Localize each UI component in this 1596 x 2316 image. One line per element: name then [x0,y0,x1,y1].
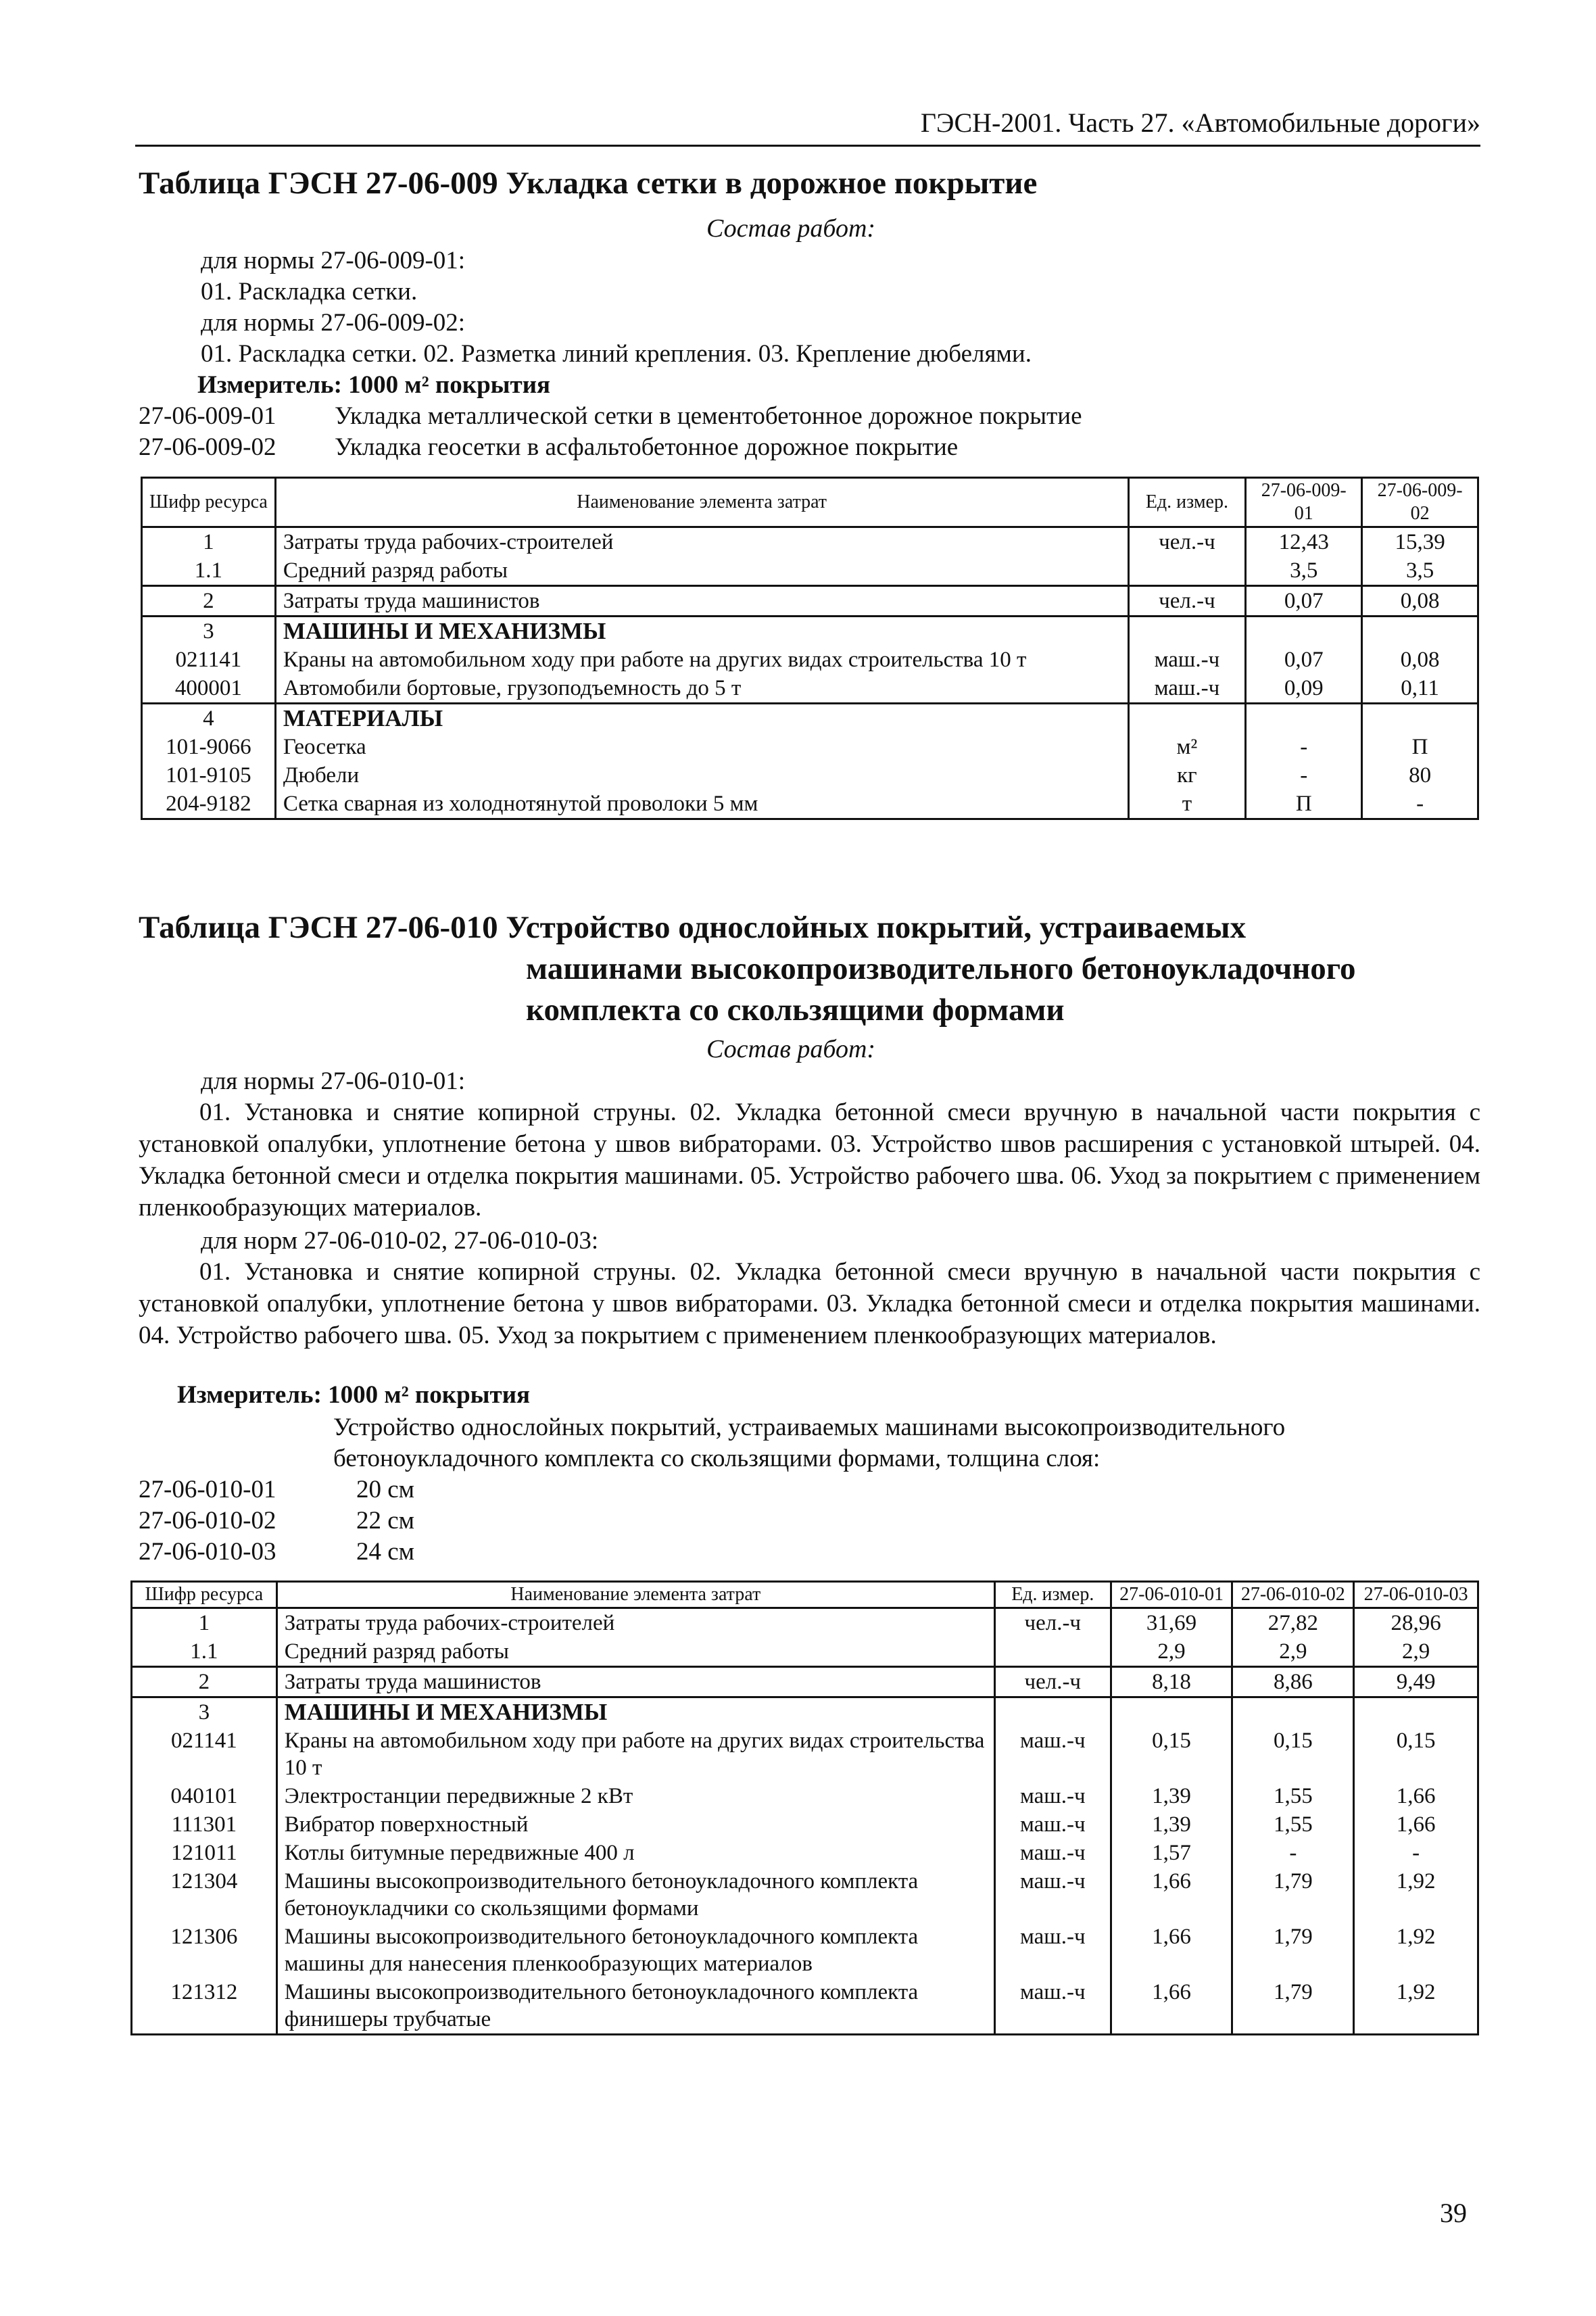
cell-value: 1,55 [1232,1782,1354,1810]
table2-title-line3: комплекта со скользящими формами [526,992,1065,1028]
table2-norm2-label: для норм 27-06-010-02, 27-06-010-03: [201,1227,599,1255]
column-header: 27-06-010-01 [1111,1582,1232,1608]
cell-unit [1128,617,1246,646]
table-row [132,1978,1478,2035]
cell-name: Котлы битумные передвижные 400 л [276,1839,994,1867]
cell-unit: маш.-ч [994,1867,1111,1923]
table-row [132,1923,1478,1978]
cell-name: Затраты труда машинистов [275,586,1128,617]
table2-work-paragraph-2 [139,1256,1480,1351]
table-header-row [132,1582,1478,1608]
column-header: 27-06-009-01 [1246,478,1362,527]
cell-value: - [1232,1839,1354,1867]
cell-name: Электростанции передвижные 2 кВт [276,1782,994,1810]
cell-code: 1 [142,527,276,557]
cell-code: 3 [142,617,276,646]
cell-value: 3,5 [1246,556,1362,586]
column-header: 27-06-010-03 [1354,1582,1478,1608]
cell-unit [1128,704,1246,733]
cell-value: - [1362,790,1478,819]
column-header: Шифр ресурса [132,1582,277,1608]
table-row [132,1839,1478,1867]
cell-name: Автомобили бортовые, грузоподъемность до 5 т [275,674,1128,704]
table-row [142,586,1478,617]
cell-value: 2,9 [1354,1637,1478,1667]
code: 27-06-009-02 [139,433,276,461]
cell-unit: чел.-ч [994,1608,1111,1638]
cell-value: 15,39 [1362,527,1478,557]
cell-unit: маш.-ч [994,1839,1111,1867]
cell-name: Машины высокопроизводительного бетоноукладочного комплекта бетоноукладчики со скользящими формами [276,1867,994,1923]
cell-value: 28,96 [1354,1608,1478,1638]
cell-value: 9,49 [1354,1667,1478,1697]
cell-name: Средний разряд работы [276,1637,994,1667]
table2-intro-line1: Устройство однослойных покрытий, устраиваемых машинами высокопроизводительного [333,1414,1286,1441]
cell-unit [994,1637,1111,1667]
cell-unit: маш.-ч [1128,646,1246,674]
cell-value [1362,704,1478,733]
cell-value: 1,57 [1111,1839,1232,1867]
paragraph-text: 01. Установка и снятие копирной струны. 02. Укладка бетонной смеси вручную в начальной части покрытия с установкой опалубки, уплотнение бетона у швов вибраторами. 03. Устройство швов расширения с установкой штырей. 04. Укладка бетонной смеси и отделка покрытия машинами. 05. Устройство рабочего шва. 06. Уход за покрытием с применением пленкообразующих материалов. [139,1099,1480,1222]
table-row [132,1637,1478,1667]
cell-value: 1,66 [1111,1978,1232,2035]
table2-code-row [139,1475,415,1504]
table2 [130,1581,1479,2035]
cell-code: 021141 [142,646,276,674]
cell-code: 101-9105 [142,761,276,790]
cell-name: Машины высокопроизводительного бетоноукладочного комплекта машины для нанесения пленкообразующих материалов [276,1923,994,1978]
table-row [132,1782,1478,1810]
table-section-row [142,617,1478,646]
cell-value: 1,66 [1111,1867,1232,1923]
cell-value [1362,617,1478,646]
table-row [142,790,1478,819]
cell-value: 0,07 [1246,586,1362,617]
cell-name: Вибратор поверхностный [276,1810,994,1839]
cell-value: 2,9 [1232,1637,1354,1667]
cell-unit: чел.-ч [1128,527,1246,557]
cell-name: Сетка сварная из холоднотянутой проволоки 5 мм [275,790,1128,819]
cell-unit: маш.-ч [994,1782,1111,1810]
cell-value: 1,55 [1232,1810,1354,1839]
cell-value: - [1246,733,1362,761]
table1-composition-heading: Состав работ: [706,214,876,243]
cell-value: 0,11 [1362,674,1478,704]
cell-code: 2 [142,586,276,617]
cell-name: Краны на автомобильном ходу при работе на других видах строительства 10 т [276,1727,994,1782]
cell-unit: чел.-ч [994,1667,1111,1697]
cell-value: 0,08 [1362,646,1478,674]
cell-value: 8,18 [1111,1667,1232,1697]
cell-value: 1,66 [1111,1923,1232,1978]
table-row [132,1727,1478,1782]
section-title: МАШИНЫ И МЕХАНИЗМЫ [275,617,1128,646]
cell-value: 0,08 [1362,586,1478,617]
table-section-row [132,1697,1478,1727]
table-row [132,1667,1478,1697]
table2-code-row [139,1537,415,1566]
header-text: ГЭСН-2001. Часть 27. «Автомобильные дороги» [920,107,1480,138]
cell-value: 1,39 [1111,1782,1232,1810]
cell-value: 80 [1362,761,1478,790]
cell-name: Геосетка [275,733,1128,761]
table-row [132,1810,1478,1839]
cell-value: 1,66 [1354,1782,1478,1810]
cell-value [1111,1697,1232,1727]
table1-norm1-work: 01. Раскладка сетки. [201,278,418,306]
cell-unit: м² [1128,733,1246,761]
cell-unit: кг [1128,761,1246,790]
cell-value: П [1246,790,1362,819]
cell-code: 2 [132,1667,277,1697]
code: 27-06-010-01 [139,1476,276,1503]
cell-name: Краны на автомобильном ходу при работе на других видах строительства 10 т [275,646,1128,674]
code-description: Укладка металлической сетки в цементобетонное дорожное покрытие [335,402,1082,430]
cell-value: 12,43 [1246,527,1362,557]
cell-code: 4 [142,704,276,733]
table-row [142,527,1478,557]
cell-code: 040101 [132,1782,277,1810]
cell-unit [1128,556,1246,586]
cell-value: 0,15 [1232,1727,1354,1782]
table2-title-line2: машинами высокопроизводительного бетоноукладочного [526,951,1356,986]
cell-value: 1,79 [1232,1867,1354,1923]
table-header-row [142,478,1478,527]
cell-value [1246,617,1362,646]
cell-value: 1,79 [1232,1978,1354,2035]
code-description: 24 см [356,1538,415,1566]
table2-measure: Измеритель: 1000 м² покрытия [177,1381,531,1409]
cell-code: 1 [132,1608,277,1638]
cell-unit [994,1697,1111,1727]
cell-value [1246,704,1362,733]
cell-value: 1,79 [1232,1923,1354,1978]
cell-name: Средний разряд работы [275,556,1128,586]
code-description: 20 см [356,1476,415,1503]
table1-title: Таблица ГЭСН 27-06-009 Укладка сетки в дорожное покрытие [139,166,1038,201]
column-header: 27-06-009-02 [1362,478,1478,527]
column-header: Ед. измер. [994,1582,1111,1608]
cell-unit: т [1128,790,1246,819]
code-description: Укладка геосетки в асфальтобетонное дорожное покрытие [335,433,959,461]
cell-unit: маш.-ч [994,1810,1111,1839]
table-row [142,761,1478,790]
cell-value: 31,69 [1111,1608,1232,1638]
cell-unit: маш.-ч [994,1727,1111,1782]
cell-value: 1,92 [1354,1978,1478,2035]
code: 27-06-009-01 [139,402,276,430]
table-row [142,556,1478,586]
cell-value [1354,1697,1478,1727]
cell-name: Дюбели [275,761,1128,790]
cell-value: - [1246,761,1362,790]
cell-code: 111301 [132,1810,277,1839]
table-row [132,1867,1478,1923]
cell-code: 204-9182 [142,790,276,819]
table1 [141,477,1479,820]
table2-norm1-label: для нормы 27-06-010-01: [201,1067,466,1095]
cell-value: 1,66 [1354,1810,1478,1839]
code-description: 22 см [356,1507,415,1535]
table-row [142,646,1478,674]
cell-unit: маш.-ч [1128,674,1246,704]
cell-value: 1,92 [1354,1923,1478,1978]
cell-code: 121306 [132,1923,277,1978]
cell-value: 0,09 [1246,674,1362,704]
running-header [135,101,1480,147]
table1-measure: Измеритель: 1000 м² покрытия [197,371,551,399]
cell-code: 400001 [142,674,276,704]
table-row [142,674,1478,704]
section-title: МАШИНЫ И МЕХАНИЗМЫ [276,1697,994,1727]
paragraph-text: 01. Установка и снятие копирной струны. 02. Укладка бетонной смеси вручную в начальной части покрытия с установкой опалубки, уплотнение бетона у швов вибраторами. 03. Укладка бетонной смеси и отделка покрытия машинами. 04. Устройство рабочего шва. 05. Уход за покрытием с применением пленкообразующих материалов. [139,1258,1480,1349]
cell-value: 3,5 [1362,556,1478,586]
table1-norm1-label: для нормы 27-06-009-01: [201,247,466,274]
table2-intro-line2: бетоноукладочного комплекта со скользящими формами, толщина слоя: [333,1445,1101,1472]
cell-name: Машины высокопроизводительного бетоноукладочного комплекта финишеры трубчатые [276,1978,994,2035]
table1-norm2-work: 01. Раскладка сетки. 02. Разметка линий крепления. 03. Крепление дюбелями. [201,340,1032,368]
table2-work-paragraph-1 [139,1096,1480,1224]
column-header: Наименование элемента затрат [276,1582,994,1608]
cell-value: - [1354,1839,1478,1867]
table-row [132,1608,1478,1638]
column-header: Шифр ресурса [142,478,276,527]
cell-value: 27,82 [1232,1608,1354,1638]
cell-value: 0,07 [1246,646,1362,674]
cell-value: 2,9 [1111,1637,1232,1667]
table1-code-row [139,433,959,462]
cell-unit: чел.-ч [1128,586,1246,617]
table2-composition-heading: Состав работ: [706,1035,876,1063]
cell-value: 1,92 [1354,1867,1478,1923]
cell-code: 3 [132,1697,277,1727]
code: 27-06-010-03 [139,1538,276,1566]
cell-value: 0,15 [1354,1727,1478,1782]
cell-code: 121304 [132,1867,277,1923]
cell-unit: маш.-ч [994,1978,1111,2035]
table1-code-row [139,402,1082,431]
cell-value: П [1362,733,1478,761]
table1-norm2-label: для нормы 27-06-009-02: [201,309,466,337]
cell-code: 1.1 [142,556,276,586]
cell-code: 021141 [132,1727,277,1782]
cell-value: 0,15 [1111,1727,1232,1782]
column-header: 27-06-010-02 [1232,1582,1354,1608]
cell-name: Затраты труда рабочих-строителей [276,1608,994,1638]
section-title: МАТЕРИАЛЫ [275,704,1128,733]
cell-code: 121312 [132,1978,277,2035]
code: 27-06-010-02 [139,1507,276,1535]
table-row [142,733,1478,761]
cell-unit: маш.-ч [994,1923,1111,1978]
column-header: Ед. измер. [1128,478,1246,527]
cell-name: Затраты труда рабочих-строителей [275,527,1128,557]
table-section-row [142,704,1478,733]
cell-name: Затраты труда машинистов [276,1667,994,1697]
table2-title-line1: Таблица ГЭСН 27-06-010 Устройство однослойных покрытий, устраиваемых [139,910,1247,945]
cell-value: 1,39 [1111,1810,1232,1839]
cell-code: 1.1 [132,1637,277,1667]
cell-value [1232,1697,1354,1727]
cell-code: 101-9066 [142,733,276,761]
page-number: 39 [1440,2198,1467,2228]
cell-value: 8,86 [1232,1667,1354,1697]
table2-code-row [139,1506,415,1535]
column-header: Наименование элемента затрат [275,478,1128,527]
cell-code: 121011 [132,1839,277,1867]
